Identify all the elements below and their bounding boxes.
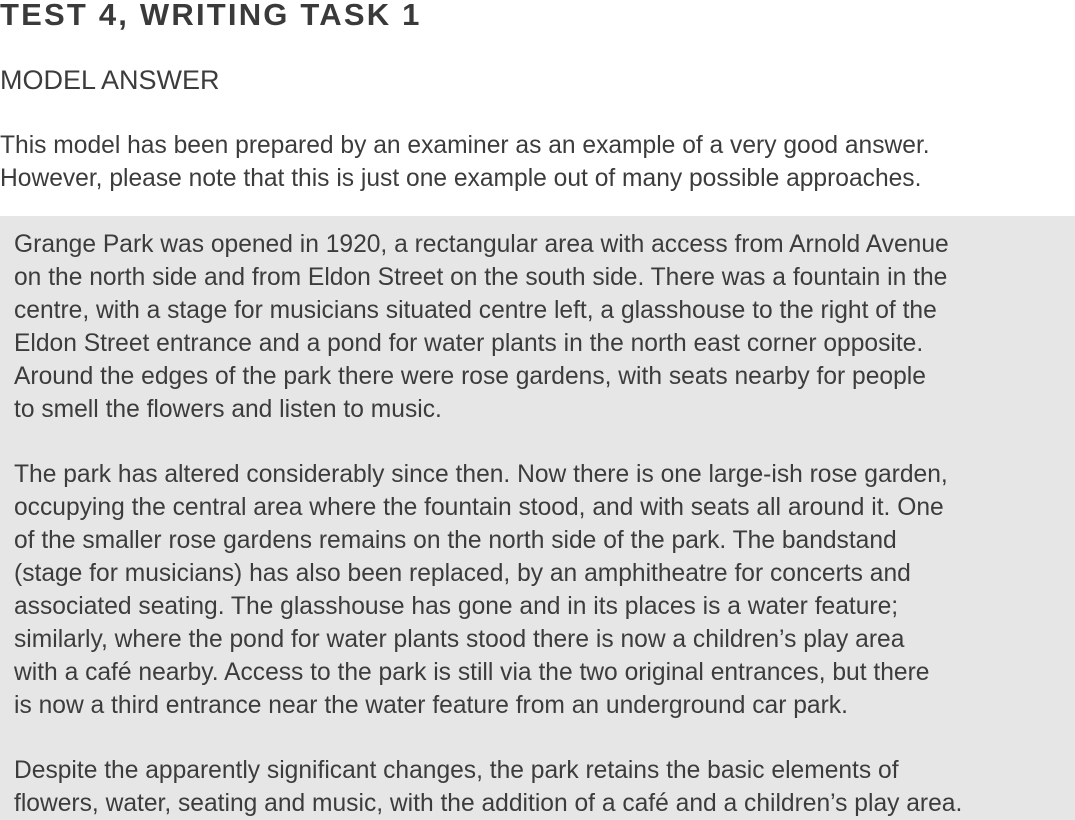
paragraph-line: to smell the flowers and listen to music. [14,396,442,423]
paragraph-line: Despite the apparently significant changes, the park retains the basic elements of [14,757,899,784]
intro-line: This model has been prepared by an examiner as an example of a very good answer. [0,132,930,159]
page-title: TEST 4, WRITING TASK 1 [0,0,422,32]
paragraph-line: on the north side and from Eldon Street on the south side. There was a fountain in the [14,264,948,291]
paragraph-line: associated seating. The glasshouse has gone and in its places is a water feature; [14,593,899,620]
paragraph-line: is now a third entrance near the water feature from an underground car park. [14,692,848,719]
paragraph-line: Grange Park was opened in 1920, a rectangular area with access from Arnold Avenue [14,231,949,258]
paragraph-line: flowers, water, seating and music, with the addition of a café and a children’s play area. [14,790,963,817]
answer-paragraph-2 [14,458,1075,722]
answer-paragraph-3 [14,754,1075,820]
paragraph-line: of the smaller rose gardens remains on the north side of the park. The bandstand [14,527,897,554]
paragraph-line: with a café nearby. Access to the park is still via the two original entrances, but there [14,659,930,686]
paragraph-line: similarly, where the pond for water plants stood there is now a children’s play area [14,626,905,653]
paragraph-line: Around the edges of the park there were rose gardens, with seats nearby for people [14,363,926,390]
paragraph-line: (stage for musicians) has also been replaced, by an amphitheatre for concerts and [14,560,911,587]
section-subtitle: MODEL ANSWER [0,65,220,95]
intro-note [0,129,1075,195]
paragraph-line: The park has altered considerably since then. Now there is one large-ish rose garden, [14,461,948,488]
intro-line: However, please note that this is just one example out of many possible approaches. [0,165,922,192]
paragraph-line: Eldon Street entrance and a pond for water plants in the north east corner opposite. [14,330,924,357]
paragraph-line: occupying the central area where the fountain stood, and with seats all around it. One [14,494,944,521]
answer-paragraph-1 [14,228,1075,426]
model-answer-box [0,216,1075,820]
paragraph-line: centre, with a stage for musicians situated centre left, a glasshouse to the right of the [14,297,937,324]
